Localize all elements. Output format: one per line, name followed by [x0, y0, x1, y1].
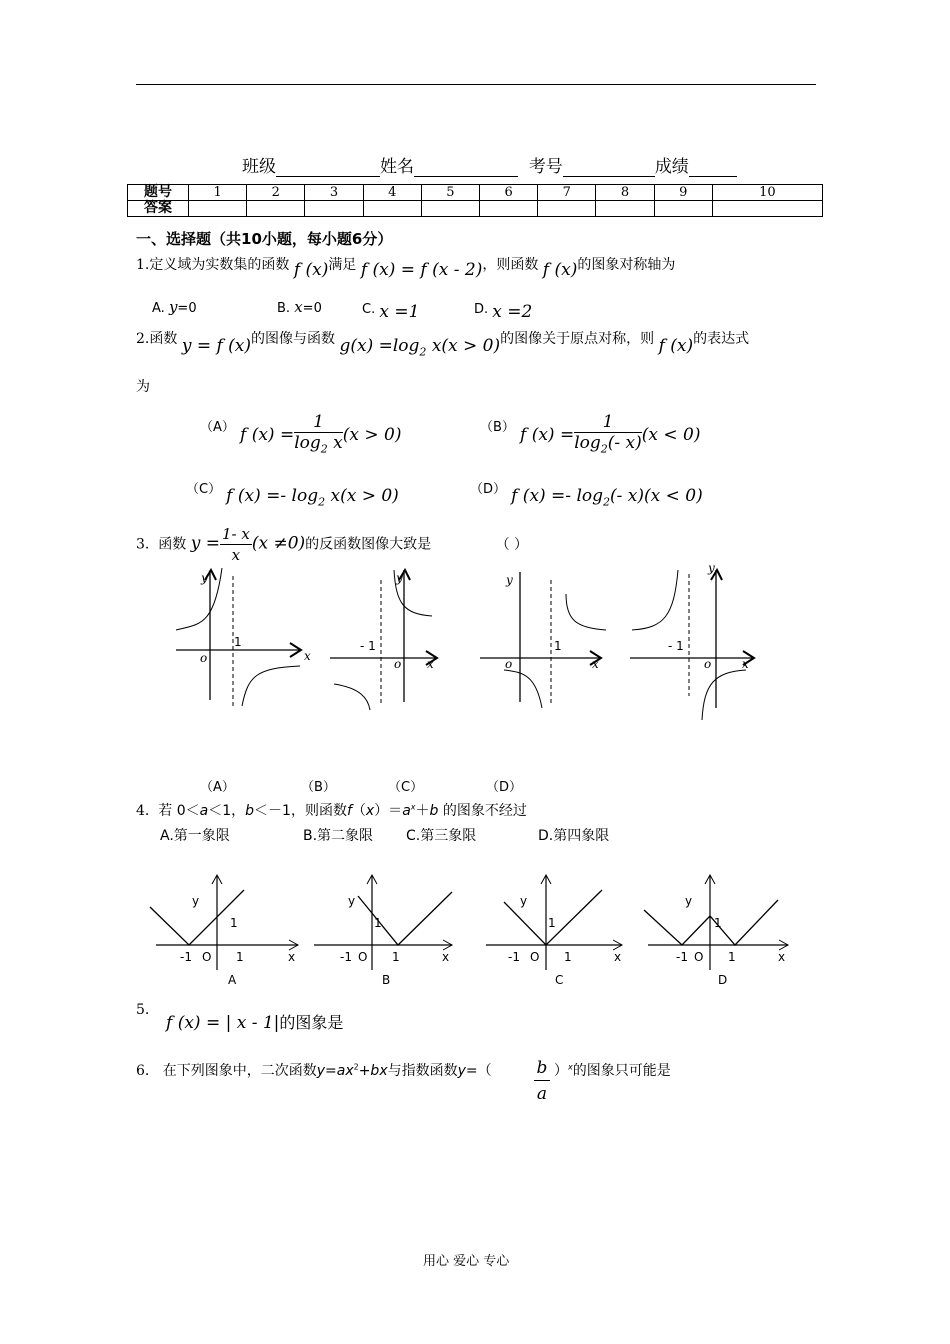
score-blank[interactable] — [689, 158, 737, 177]
svg-text:1: 1 — [392, 950, 400, 964]
q2-option-a[interactable]: $^{(A)}$ f (x) = $\frac{1}{\log_2 x}$ (x > 0) — [200, 412, 402, 456]
question-6-tail: ）$^x$的图象只可能是 — [554, 1062, 671, 1079]
question-text: 满足 — [328, 257, 357, 273]
table-cell: 8 — [596, 185, 654, 201]
math-expr: f (x) — [293, 260, 329, 280]
svg-text:o: o — [505, 657, 513, 671]
class-blank[interactable] — [276, 158, 380, 177]
svg-text:o: o — [200, 651, 208, 665]
svg-text:x: x — [427, 657, 434, 671]
question-text: 为 — [136, 379, 150, 395]
q3-label-d: （D） — [486, 780, 523, 795]
row-label-question-no: 题号 — [128, 185, 189, 201]
svg-text:x: x — [288, 950, 296, 964]
answer-cell[interactable] — [363, 201, 421, 217]
svg-text:1: 1 — [548, 916, 556, 930]
svg-text:1: 1 — [374, 916, 382, 930]
answer-cell[interactable] — [480, 201, 538, 217]
svg-text:y: y — [708, 561, 715, 575]
table-cell: 4 — [363, 185, 421, 201]
svg-text:O: O — [694, 950, 704, 964]
table-row-answers — [128, 201, 823, 217]
svg-text:o: o — [704, 657, 712, 671]
table-cell: 10 — [712, 185, 822, 201]
q2-option-d[interactable]: $^{(D)}$ f $(x) =- \log_2(-$ x)(x < 0) — [470, 482, 703, 509]
footer-text: 用心 爱心 专心 — [423, 1254, 510, 1269]
question-1 — [136, 254, 676, 280]
question-text: 定义域为实数集的函数 — [149, 257, 290, 273]
q1-option-d[interactable]: D. x =2 — [474, 302, 533, 322]
svg-text:x: x — [304, 649, 311, 663]
table-cell: 1 — [189, 185, 247, 201]
svg-text:O: O — [358, 950, 368, 964]
svg-text:y: y — [506, 573, 513, 587]
q3-graph-b[interactable] — [320, 566, 460, 716]
svg-text:D: D — [718, 973, 728, 987]
name-blank[interactable] — [414, 158, 518, 177]
svg-text:-1: -1 — [180, 950, 192, 964]
svg-text:- 1: - 1 — [360, 639, 376, 653]
svg-text:O: O — [530, 950, 540, 964]
svg-text:x: x — [592, 657, 599, 671]
svg-text:y: y — [192, 894, 200, 908]
q3-graph-a[interactable] — [170, 566, 310, 716]
q3-label-a: （A） — [200, 780, 235, 795]
table-cell: 9 — [654, 185, 712, 201]
q3-graph-d[interactable] — [624, 561, 764, 716]
q4-graph-b[interactable] — [310, 872, 470, 992]
svg-text:B: B — [382, 973, 391, 987]
q4-option-d[interactable]: D.第四象限 — [538, 828, 610, 844]
answer-paren[interactable]: （ ） — [495, 536, 529, 553]
answer-cell[interactable] — [596, 201, 654, 217]
q3-graph-c[interactable] — [474, 566, 614, 716]
svg-text:1: 1 — [564, 950, 572, 964]
q2-option-c[interactable]: $^{(C)}$ f $(x) =- \log_2 x(x > 0)$ — [186, 482, 399, 509]
answer-cell[interactable] — [189, 201, 247, 217]
row-label-answer: 答案 — [128, 201, 189, 217]
question-3: 3. 函数 y = $\frac{1- x}{x}$ (x ≠0)的反函数图像大致是 （ ） — [136, 525, 529, 564]
question-2: 2.函数 y = f (x)的图像与函数 $g(x) =\log_2$ x(x > 0)的图像关于原点对称，则 f (x)的表达式 — [136, 331, 750, 359]
svg-text:y: y — [396, 571, 403, 585]
svg-text:1: 1 — [234, 635, 242, 649]
exam-no-blank[interactable] — [563, 158, 655, 177]
answer-cell[interactable] — [712, 201, 822, 217]
svg-text:1: 1 — [554, 639, 562, 653]
score-label: 成绩 — [654, 157, 689, 177]
q4-option-b[interactable]: B.第二象限 — [303, 828, 374, 844]
math-expr: f (x) = f (x - 2) — [360, 260, 483, 280]
answer-cell[interactable] — [247, 201, 305, 217]
math-expr: f (x) — [542, 260, 578, 280]
answer-cell[interactable] — [305, 201, 363, 217]
svg-text:y: y — [685, 894, 693, 908]
svg-text:1: 1 — [236, 950, 244, 964]
q4-graph-d[interactable] — [640, 872, 800, 992]
table-row-numbers — [128, 185, 823, 201]
svg-text:O: O — [202, 950, 212, 964]
q6-fraction: b a — [534, 1056, 550, 1107]
svg-text:y: y — [348, 894, 356, 908]
svg-text:-1: -1 — [340, 950, 352, 964]
q4-graph-a[interactable] — [146, 872, 306, 992]
q4-option-a[interactable]: A.第一象限 — [160, 828, 230, 844]
svg-text:-1: -1 — [508, 950, 520, 964]
q3-label-b: （B） — [301, 780, 336, 795]
svg-text:y: y — [520, 894, 528, 908]
q2-option-b[interactable]: $^{(B)}$ f (x) = $\frac{1}{\log_2(- x)}$ (x < 0) — [480, 412, 701, 456]
svg-text:x: x — [614, 950, 622, 964]
exam-no-label: 考号 — [528, 157, 563, 177]
table-cell: 6 — [480, 185, 538, 201]
svg-text:y: y — [201, 571, 208, 585]
q4-graph-c[interactable] — [484, 872, 634, 992]
table-cell: 2 — [247, 185, 305, 201]
svg-text:x: x — [778, 950, 786, 964]
table-cell: 5 — [421, 185, 479, 201]
svg-text:1: 1 — [230, 916, 238, 930]
svg-text:A: A — [228, 973, 237, 987]
q1-option-c[interactable]: C. x =1 — [362, 302, 420, 322]
svg-text:o: o — [394, 657, 402, 671]
question-text: 的图象对称轴为 — [577, 257, 676, 273]
class-label: 班级 — [242, 157, 276, 177]
student-info-line — [242, 152, 737, 177]
question-5: f (x) = | x - 1|的图象是 — [166, 1013, 344, 1033]
svg-text:x: x — [742, 657, 749, 671]
svg-text:1: 1 — [728, 950, 736, 964]
name-label: 姓名 — [380, 157, 414, 177]
section-title: 一、选择题（共10小题，每小题6分） — [136, 230, 393, 248]
svg-text:1: 1 — [714, 916, 722, 930]
question-6: 6. 在下列图象中，二次函数$y=ax^2+bx$与指数函数y=（ — [136, 1062, 492, 1079]
question-5-number: 5. — [136, 1002, 150, 1018]
svg-text:C: C — [555, 973, 564, 987]
q1-option-a[interactable]: A. y=0 — [152, 298, 197, 316]
table-cell: 3 — [305, 185, 363, 201]
svg-text:-1: -1 — [676, 950, 688, 964]
q1-option-b[interactable]: B. x=0 — [277, 298, 322, 316]
top-rule — [136, 84, 816, 85]
answer-cell[interactable] — [421, 201, 479, 217]
svg-text:- 1: - 1 — [668, 639, 684, 653]
q4-option-c[interactable]: C.第三象限 — [406, 828, 477, 844]
table-cell: 7 — [538, 185, 596, 201]
q3-label-c: （C） — [388, 780, 424, 795]
answer-cell[interactable] — [538, 201, 596, 217]
question-number: 1. — [136, 257, 150, 273]
svg-text:x: x — [442, 950, 450, 964]
question-text: ，则函数 — [482, 257, 539, 273]
answer-cell[interactable] — [654, 201, 712, 217]
answer-table — [127, 184, 823, 217]
question-4: 4. 若 0＜a＜1，b＜－1，则函数$f(x)=a^x+b$ 的图象不经过 — [136, 802, 527, 819]
